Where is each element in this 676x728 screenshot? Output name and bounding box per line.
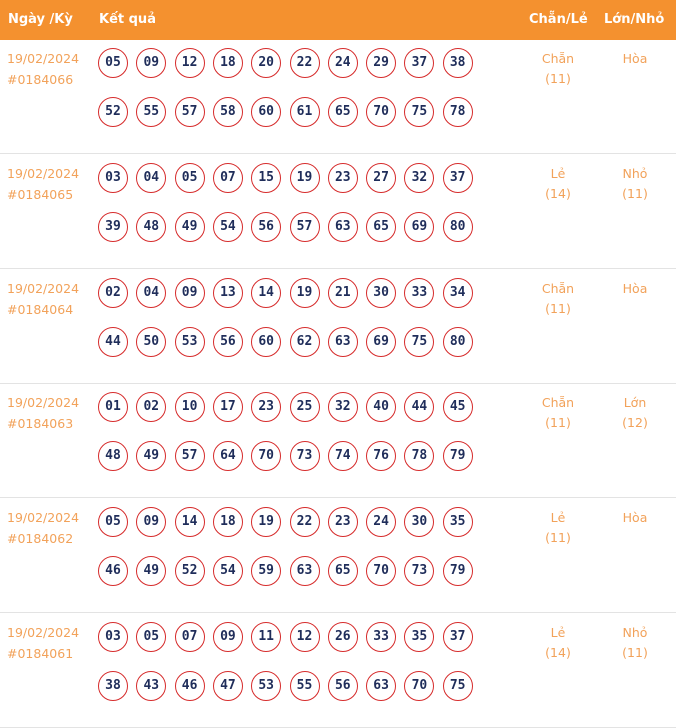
number-ball: 65 xyxy=(328,556,358,586)
number-ball: 01 xyxy=(98,392,128,422)
parity-label: Chẵn xyxy=(541,395,575,411)
number-ball: 49 xyxy=(136,556,166,586)
number-ball: 47 xyxy=(213,671,243,701)
parity-result xyxy=(523,623,593,663)
number-ball: 70 xyxy=(366,556,396,586)
number-ball: 48 xyxy=(98,441,128,471)
number-ball: 02 xyxy=(98,278,128,308)
number-ball: 24 xyxy=(328,48,358,78)
number-ball: 75 xyxy=(404,327,434,357)
number-ball: 02 xyxy=(136,392,166,422)
number-ball: 78 xyxy=(443,97,473,127)
draw-balls xyxy=(98,163,476,261)
number-ball: 19 xyxy=(290,163,320,193)
parity-count: (14) xyxy=(545,645,571,660)
size-count: (12) xyxy=(622,415,648,431)
draw-date: 19/02/2024 xyxy=(7,510,80,526)
number-ball: 70 xyxy=(366,97,396,127)
number-ball: 26 xyxy=(328,622,358,652)
number-ball: 14 xyxy=(175,507,205,537)
number-ball: 21 xyxy=(328,278,358,308)
size-label: Hòa xyxy=(622,51,648,66)
parity-count: (11) xyxy=(545,415,571,431)
draw-balls xyxy=(98,278,476,376)
ball-row xyxy=(98,97,476,146)
draw-balls xyxy=(98,48,476,146)
draw-id: #0184061 xyxy=(7,646,74,661)
size-result xyxy=(600,393,670,433)
parity-result xyxy=(523,508,593,548)
ball-row xyxy=(98,163,476,212)
number-ball: 34 xyxy=(443,278,473,308)
number-ball: 37 xyxy=(443,163,473,193)
number-ball: 18 xyxy=(213,507,243,537)
number-ball: 09 xyxy=(136,48,166,78)
number-ball: 74 xyxy=(328,441,358,471)
number-ball: 52 xyxy=(98,97,128,127)
number-ball: 63 xyxy=(366,671,396,701)
results-table-header xyxy=(0,0,676,40)
parity-label: Lẻ xyxy=(550,510,566,526)
number-ball: 79 xyxy=(443,556,473,586)
number-ball: 22 xyxy=(290,48,320,78)
ball-row xyxy=(98,671,476,720)
number-ball: 20 xyxy=(251,48,281,78)
number-ball: 63 xyxy=(328,212,358,242)
draw-date-cell xyxy=(7,163,79,205)
draw-date: 19/02/2024 xyxy=(7,625,80,640)
parity-result xyxy=(523,279,593,319)
size-label: Nhỏ xyxy=(622,625,648,640)
draw-id: #0184065 xyxy=(7,186,74,202)
number-ball: 30 xyxy=(404,507,434,537)
number-ball: 56 xyxy=(328,671,358,701)
draw-id: #0184063 xyxy=(7,416,74,432)
draw-row xyxy=(0,499,676,613)
draw-date: 19/02/2024 xyxy=(7,165,80,181)
draw-row xyxy=(0,270,676,384)
number-ball: 73 xyxy=(290,441,320,471)
parity-label: Lẻ xyxy=(550,625,566,640)
parity-label: Chẵn xyxy=(541,280,575,296)
number-ball: 78 xyxy=(404,441,434,471)
number-ball: 54 xyxy=(213,556,243,586)
number-ball: 62 xyxy=(290,327,320,357)
number-ball: 05 xyxy=(136,622,166,652)
draw-date-cell xyxy=(7,622,79,664)
number-ball: 38 xyxy=(98,671,128,701)
number-ball: 32 xyxy=(404,163,434,193)
number-ball: 19 xyxy=(290,278,320,308)
ball-row xyxy=(98,212,476,261)
size-label: Lớn xyxy=(623,395,647,411)
number-ball: 44 xyxy=(98,327,128,357)
number-ball: 37 xyxy=(443,622,473,652)
draw-date-cell xyxy=(7,507,79,549)
number-ball: 69 xyxy=(404,212,434,242)
number-ball: 25 xyxy=(290,392,320,422)
number-ball: 43 xyxy=(136,671,166,701)
number-ball: 09 xyxy=(136,507,166,537)
number-ball: 63 xyxy=(328,327,358,357)
number-ball: 07 xyxy=(213,163,243,193)
size-count: (11) xyxy=(622,645,648,660)
column-header-size: Lớn/Nhỏ xyxy=(604,12,665,27)
number-ball: 64 xyxy=(213,441,243,471)
parity-label: Lẻ xyxy=(550,165,566,181)
number-ball: 12 xyxy=(175,48,205,78)
number-ball: 12 xyxy=(290,622,320,652)
number-ball: 48 xyxy=(136,212,166,242)
number-ball: 38 xyxy=(443,48,473,78)
number-ball: 04 xyxy=(136,163,166,193)
size-result xyxy=(600,508,670,528)
number-ball: 49 xyxy=(175,212,205,242)
number-ball: 50 xyxy=(136,327,166,357)
draw-balls xyxy=(98,622,476,720)
number-ball: 55 xyxy=(136,97,166,127)
number-ball: 53 xyxy=(175,327,205,357)
number-ball: 58 xyxy=(213,97,243,127)
number-ball: 22 xyxy=(290,507,320,537)
size-result xyxy=(600,164,670,204)
number-ball: 70 xyxy=(404,671,434,701)
number-ball: 23 xyxy=(328,507,358,537)
number-ball: 52 xyxy=(175,556,205,586)
draw-date: 19/02/2024 xyxy=(7,51,80,66)
ball-row xyxy=(98,622,476,671)
number-ball: 57 xyxy=(290,212,320,242)
number-ball: 05 xyxy=(98,48,128,78)
number-ball: 56 xyxy=(213,327,243,357)
number-ball: 19 xyxy=(251,507,281,537)
parity-count: (11) xyxy=(545,300,571,316)
number-ball: 24 xyxy=(366,507,396,537)
parity-result xyxy=(523,49,593,89)
draw-date: 19/02/2024 xyxy=(7,280,80,296)
number-ball: 63 xyxy=(290,556,320,586)
number-ball: 40 xyxy=(366,392,396,422)
number-ball: 46 xyxy=(98,556,128,586)
number-ball: 73 xyxy=(404,556,434,586)
number-ball: 27 xyxy=(366,163,396,193)
number-ball: 80 xyxy=(443,327,473,357)
number-ball: 05 xyxy=(175,163,205,193)
number-ball: 17 xyxy=(213,392,243,422)
draw-date-cell xyxy=(7,392,79,434)
number-ball: 11 xyxy=(251,622,281,652)
number-ball: 70 xyxy=(251,441,281,471)
number-ball: 10 xyxy=(175,392,205,422)
number-ball: 23 xyxy=(251,392,281,422)
number-ball: 39 xyxy=(98,212,128,242)
number-ball: 14 xyxy=(251,278,281,308)
size-count: (11) xyxy=(622,185,648,201)
parity-label: Chẵn xyxy=(541,51,575,66)
column-header-parity: Chẵn/Lẻ xyxy=(529,12,588,27)
size-label: Hòa xyxy=(622,280,648,296)
number-ball: 80 xyxy=(443,212,473,242)
number-ball: 55 xyxy=(290,671,320,701)
ball-row xyxy=(98,327,476,376)
number-ball: 57 xyxy=(175,441,205,471)
size-result xyxy=(600,279,670,299)
number-ball: 03 xyxy=(98,622,128,652)
size-result xyxy=(600,623,670,663)
draw-id: #0184066 xyxy=(7,72,74,87)
number-ball: 23 xyxy=(328,163,358,193)
number-ball: 03 xyxy=(98,163,128,193)
number-ball: 75 xyxy=(443,671,473,701)
number-ball: 61 xyxy=(290,97,320,127)
number-ball: 53 xyxy=(251,671,281,701)
number-ball: 05 xyxy=(98,507,128,537)
number-ball: 45 xyxy=(443,392,473,422)
parity-count: (14) xyxy=(545,185,571,201)
parity-count: (11) xyxy=(545,530,571,546)
size-label: Hòa xyxy=(622,510,648,526)
number-ball: 46 xyxy=(175,671,205,701)
number-ball: 75 xyxy=(404,97,434,127)
number-ball: 13 xyxy=(213,278,243,308)
number-ball: 09 xyxy=(175,278,205,308)
draw-id: #0184062 xyxy=(7,531,74,547)
ball-row xyxy=(98,507,476,556)
draw-date: 19/02/2024 xyxy=(7,395,80,411)
number-ball: 59 xyxy=(251,556,281,586)
number-ball: 69 xyxy=(366,327,396,357)
parity-count: (11) xyxy=(545,71,571,86)
draw-balls xyxy=(98,392,476,490)
number-ball: 33 xyxy=(366,622,396,652)
number-ball: 37 xyxy=(404,48,434,78)
number-ball: 60 xyxy=(251,327,281,357)
draw-date-cell xyxy=(7,278,79,320)
number-ball: 60 xyxy=(251,97,281,127)
ball-row xyxy=(98,441,476,490)
draw-row xyxy=(0,614,676,728)
column-header-result: Kết quả xyxy=(99,12,156,27)
number-ball: 29 xyxy=(366,48,396,78)
number-ball: 33 xyxy=(404,278,434,308)
draw-row xyxy=(0,384,676,498)
number-ball: 35 xyxy=(404,622,434,652)
ball-row xyxy=(98,278,476,327)
size-result xyxy=(600,49,670,69)
number-ball: 44 xyxy=(404,392,434,422)
number-ball: 07 xyxy=(175,622,205,652)
draw-row xyxy=(0,40,676,154)
number-ball: 57 xyxy=(175,97,205,127)
draw-date-cell xyxy=(7,48,79,90)
ball-row xyxy=(98,556,476,605)
number-ball: 18 xyxy=(213,48,243,78)
size-label: Nhỏ xyxy=(622,165,648,181)
draw-row xyxy=(0,155,676,269)
number-ball: 15 xyxy=(251,163,281,193)
number-ball: 79 xyxy=(443,441,473,471)
number-ball: 54 xyxy=(213,212,243,242)
number-ball: 49 xyxy=(136,441,166,471)
number-ball: 09 xyxy=(213,622,243,652)
number-ball: 56 xyxy=(251,212,281,242)
parity-result xyxy=(523,164,593,204)
number-ball: 76 xyxy=(366,441,396,471)
ball-row xyxy=(98,48,476,97)
parity-result xyxy=(523,393,593,433)
draw-id: #0184064 xyxy=(7,301,74,317)
number-ball: 04 xyxy=(136,278,166,308)
number-ball: 35 xyxy=(443,507,473,537)
draw-balls xyxy=(98,507,476,605)
number-ball: 65 xyxy=(328,97,358,127)
column-header-date: Ngày /Kỳ xyxy=(8,12,73,27)
number-ball: 30 xyxy=(366,278,396,308)
number-ball: 32 xyxy=(328,392,358,422)
ball-row xyxy=(98,392,476,441)
number-ball: 65 xyxy=(366,212,396,242)
